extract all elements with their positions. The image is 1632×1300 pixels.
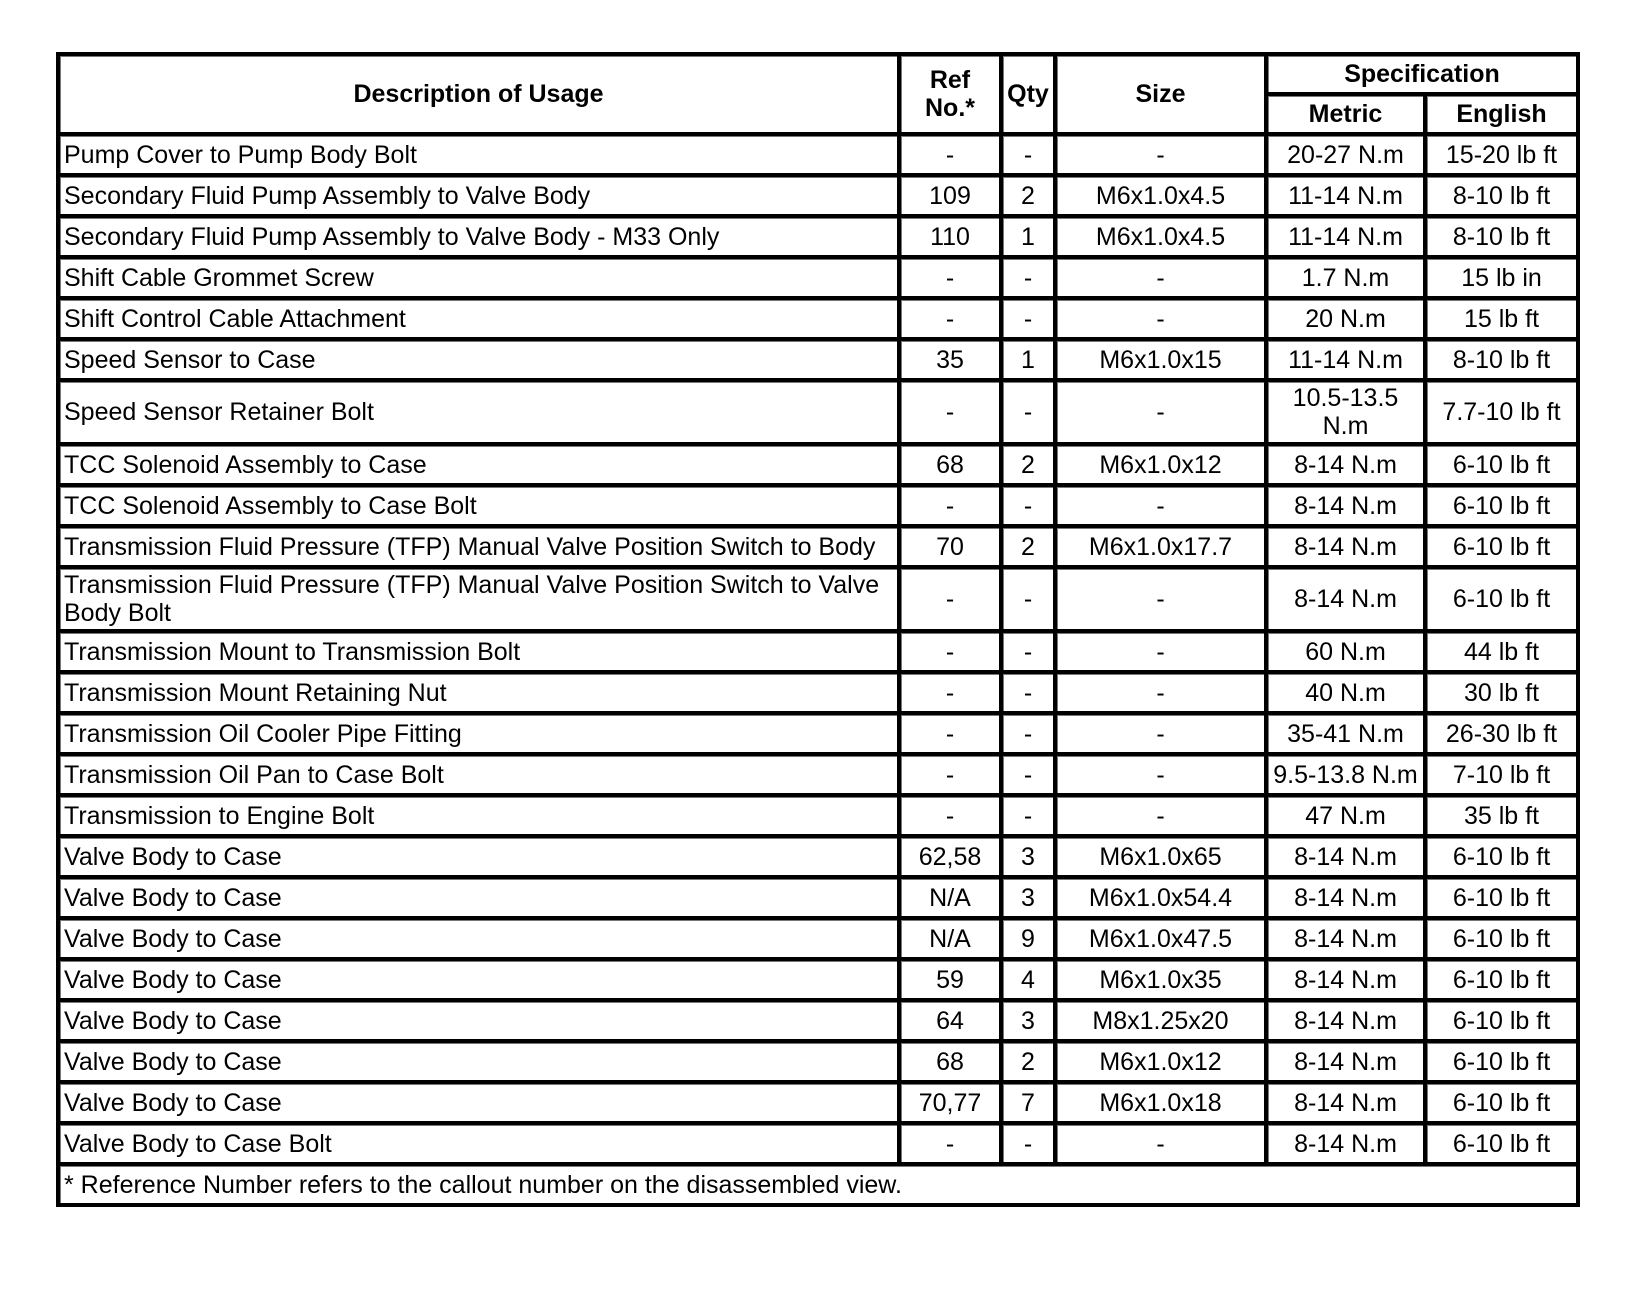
table-row bbox=[60, 879, 1580, 920]
cell-description: Valve Body to Case bbox=[60, 920, 901, 961]
cell-metric: 10.5-13.5 N.m bbox=[1268, 382, 1427, 446]
cell-ref-no: - bbox=[901, 382, 1003, 446]
cell-qty: 1 bbox=[1003, 341, 1057, 382]
header-metric: Metric bbox=[1268, 96, 1427, 136]
cell-qty: 1 bbox=[1003, 218, 1057, 259]
cell-metric: 35-41 N.m bbox=[1268, 715, 1427, 756]
cell-qty: - bbox=[1003, 715, 1057, 756]
cell-qty: - bbox=[1003, 382, 1057, 446]
cell-ref-no: - bbox=[901, 136, 1003, 177]
cell-qty: - bbox=[1003, 569, 1057, 633]
cell-description: Speed Sensor Retainer Bolt bbox=[60, 382, 901, 446]
cell-qty: 7 bbox=[1003, 1084, 1057, 1125]
cell-qty: - bbox=[1003, 300, 1057, 341]
cell-qty: 2 bbox=[1003, 446, 1057, 487]
cell-metric: 8-14 N.m bbox=[1268, 961, 1427, 1002]
cell-description: Speed Sensor to Case bbox=[60, 341, 901, 382]
cell-qty: 3 bbox=[1003, 838, 1057, 879]
cell-description: Transmission Mount to Transmission Bolt bbox=[60, 633, 901, 674]
table-row bbox=[60, 136, 1580, 177]
cell-ref-no: 70,77 bbox=[901, 1084, 1003, 1125]
cell-ref-no: N/A bbox=[901, 920, 1003, 961]
torque-spec-table bbox=[56, 52, 1580, 1207]
cell-metric: 9.5-13.8 N.m bbox=[1268, 756, 1427, 797]
cell-description: Valve Body to Case bbox=[60, 879, 901, 920]
table-row bbox=[60, 633, 1580, 674]
table-row bbox=[60, 1084, 1580, 1125]
cell-english: 7.7-10 lb ft bbox=[1427, 382, 1580, 446]
cell-description: Transmission Oil Pan to Case Bolt bbox=[60, 756, 901, 797]
cell-ref-no: - bbox=[901, 300, 1003, 341]
cell-description: Valve Body to Case bbox=[60, 961, 901, 1002]
cell-english: 7-10 lb ft bbox=[1427, 756, 1580, 797]
cell-description: Transmission Oil Cooler Pipe Fitting bbox=[60, 715, 901, 756]
cell-ref-no: 68 bbox=[901, 446, 1003, 487]
cell-size: M6x1.0x18 bbox=[1057, 1084, 1268, 1125]
cell-ref-no: - bbox=[901, 797, 1003, 838]
table-row bbox=[60, 1002, 1580, 1043]
cell-english: 6-10 lb ft bbox=[1427, 961, 1580, 1002]
cell-size: M6x1.0x17.7 bbox=[1057, 528, 1268, 569]
cell-metric: 8-14 N.m bbox=[1268, 569, 1427, 633]
cell-metric: 8-14 N.m bbox=[1268, 1084, 1427, 1125]
table-row bbox=[60, 838, 1580, 879]
table-row bbox=[60, 300, 1580, 341]
table-row bbox=[60, 487, 1580, 528]
header-english: English bbox=[1427, 96, 1580, 136]
cell-ref-no: - bbox=[901, 756, 1003, 797]
cell-ref-no: 62,58 bbox=[901, 838, 1003, 879]
table-row bbox=[60, 446, 1580, 487]
table-row bbox=[60, 756, 1580, 797]
cell-size: - bbox=[1057, 674, 1268, 715]
cell-qty: 9 bbox=[1003, 920, 1057, 961]
cell-description: Shift Control Cable Attachment bbox=[60, 300, 901, 341]
cell-english: 15 lb in bbox=[1427, 259, 1580, 300]
cell-size: - bbox=[1057, 136, 1268, 177]
cell-qty: - bbox=[1003, 797, 1057, 838]
cell-qty: - bbox=[1003, 487, 1057, 528]
cell-ref-no: - bbox=[901, 1125, 1003, 1166]
cell-english: 8-10 lb ft bbox=[1427, 218, 1580, 259]
header-description: Description of Usage bbox=[60, 56, 901, 136]
cell-english: 6-10 lb ft bbox=[1427, 1043, 1580, 1084]
cell-size: M6x1.0x4.5 bbox=[1057, 177, 1268, 218]
cell-description: Valve Body to Case Bolt bbox=[60, 1125, 901, 1166]
cell-english: 35 lb ft bbox=[1427, 797, 1580, 838]
cell-qty: 2 bbox=[1003, 528, 1057, 569]
cell-english: 6-10 lb ft bbox=[1427, 569, 1580, 633]
cell-metric: 60 N.m bbox=[1268, 633, 1427, 674]
cell-metric: 8-14 N.m bbox=[1268, 1125, 1427, 1166]
table-body bbox=[60, 136, 1580, 1166]
cell-metric: 8-14 N.m bbox=[1268, 838, 1427, 879]
cell-english: 6-10 lb ft bbox=[1427, 528, 1580, 569]
cell-ref-no: N/A bbox=[901, 879, 1003, 920]
cell-size: - bbox=[1057, 797, 1268, 838]
table-row bbox=[60, 961, 1580, 1002]
cell-size: - bbox=[1057, 300, 1268, 341]
header-ref-no: Ref No.* bbox=[901, 56, 1003, 136]
cell-english: 8-10 lb ft bbox=[1427, 341, 1580, 382]
cell-ref-no: - bbox=[901, 633, 1003, 674]
table-row bbox=[60, 715, 1580, 756]
cell-ref-no: - bbox=[901, 715, 1003, 756]
table-row bbox=[60, 528, 1580, 569]
cell-ref-no: 59 bbox=[901, 961, 1003, 1002]
cell-english: 6-10 lb ft bbox=[1427, 920, 1580, 961]
cell-ref-no: 64 bbox=[901, 1002, 1003, 1043]
cell-metric: 8-14 N.m bbox=[1268, 1002, 1427, 1043]
cell-english: 26-30 lb ft bbox=[1427, 715, 1580, 756]
cell-description: Transmission Fluid Pressure (TFP) Manual Valve Position Switch to Valve Body Bolt bbox=[60, 569, 901, 633]
cell-size: M6x1.0x15 bbox=[1057, 341, 1268, 382]
header-qty: Qty bbox=[1003, 56, 1057, 136]
cell-ref-no: - bbox=[901, 674, 1003, 715]
cell-qty: - bbox=[1003, 633, 1057, 674]
table-row bbox=[60, 218, 1580, 259]
cell-metric: 11-14 N.m bbox=[1268, 177, 1427, 218]
cell-qty: - bbox=[1003, 259, 1057, 300]
cell-ref-no: - bbox=[901, 487, 1003, 528]
header-specification: Specification bbox=[1268, 56, 1580, 96]
table-header bbox=[60, 56, 1580, 136]
cell-qty: - bbox=[1003, 674, 1057, 715]
cell-description: TCC Solenoid Assembly to Case Bolt bbox=[60, 487, 901, 528]
table-row bbox=[60, 920, 1580, 961]
cell-metric: 20 N.m bbox=[1268, 300, 1427, 341]
cell-size: M6x1.0x35 bbox=[1057, 961, 1268, 1002]
cell-size: M8x1.25x20 bbox=[1057, 1002, 1268, 1043]
cell-ref-no: - bbox=[901, 569, 1003, 633]
cell-size: M6x1.0x4.5 bbox=[1057, 218, 1268, 259]
cell-metric: 11-14 N.m bbox=[1268, 218, 1427, 259]
cell-english: 6-10 lb ft bbox=[1427, 446, 1580, 487]
cell-qty: 3 bbox=[1003, 1002, 1057, 1043]
cell-description: TCC Solenoid Assembly to Case bbox=[60, 446, 901, 487]
cell-size: M6x1.0x12 bbox=[1057, 446, 1268, 487]
table-row bbox=[60, 341, 1580, 382]
cell-size: - bbox=[1057, 487, 1268, 528]
cell-metric: 47 N.m bbox=[1268, 797, 1427, 838]
cell-ref-no: 109 bbox=[901, 177, 1003, 218]
cell-english: 6-10 lb ft bbox=[1427, 879, 1580, 920]
cell-ref-no: 110 bbox=[901, 218, 1003, 259]
cell-ref-no: 70 bbox=[901, 528, 1003, 569]
cell-size: M6x1.0x65 bbox=[1057, 838, 1268, 879]
cell-english: 15-20 lb ft bbox=[1427, 136, 1580, 177]
cell-description: Transmission to Engine Bolt bbox=[60, 797, 901, 838]
cell-qty: 2 bbox=[1003, 177, 1057, 218]
cell-qty: 3 bbox=[1003, 879, 1057, 920]
cell-description: Valve Body to Case bbox=[60, 1084, 901, 1125]
cell-description: Valve Body to Case bbox=[60, 1043, 901, 1084]
cell-metric: 40 N.m bbox=[1268, 674, 1427, 715]
table-row bbox=[60, 382, 1580, 446]
cell-english: 8-10 lb ft bbox=[1427, 177, 1580, 218]
cell-english: 15 lb ft bbox=[1427, 300, 1580, 341]
cell-size: - bbox=[1057, 715, 1268, 756]
cell-description: Transmission Fluid Pressure (TFP) Manual Valve Position Switch to Body bbox=[60, 528, 901, 569]
cell-qty: - bbox=[1003, 1125, 1057, 1166]
cell-ref-no: 35 bbox=[901, 341, 1003, 382]
cell-metric: 8-14 N.m bbox=[1268, 487, 1427, 528]
cell-qty: - bbox=[1003, 756, 1057, 797]
cell-description: Pump Cover to Pump Body Bolt bbox=[60, 136, 901, 177]
cell-ref-no: 68 bbox=[901, 1043, 1003, 1084]
table-row bbox=[60, 259, 1580, 300]
cell-description: Secondary Fluid Pump Assembly to Valve Body - M33 Only bbox=[60, 218, 901, 259]
table-row bbox=[60, 1125, 1580, 1166]
cell-metric: 8-14 N.m bbox=[1268, 446, 1427, 487]
table-row bbox=[60, 1043, 1580, 1084]
cell-english: 30 lb ft bbox=[1427, 674, 1580, 715]
cell-size: M6x1.0x47.5 bbox=[1057, 920, 1268, 961]
cell-metric: 20-27 N.m bbox=[1268, 136, 1427, 177]
header-size: Size bbox=[1057, 56, 1268, 136]
cell-metric: 11-14 N.m bbox=[1268, 341, 1427, 382]
cell-english: 6-10 lb ft bbox=[1427, 487, 1580, 528]
cell-description: Transmission Mount Retaining Nut bbox=[60, 674, 901, 715]
cell-size: - bbox=[1057, 382, 1268, 446]
cell-description: Secondary Fluid Pump Assembly to Valve Body bbox=[60, 177, 901, 218]
cell-size: - bbox=[1057, 259, 1268, 300]
table-row bbox=[60, 674, 1580, 715]
cell-english: 6-10 lb ft bbox=[1427, 1002, 1580, 1043]
cell-metric: 1.7 N.m bbox=[1268, 259, 1427, 300]
table-row bbox=[60, 797, 1580, 838]
cell-qty: - bbox=[1003, 136, 1057, 177]
cell-size: - bbox=[1057, 1125, 1268, 1166]
cell-size: - bbox=[1057, 569, 1268, 633]
cell-description: Valve Body to Case bbox=[60, 1002, 901, 1043]
cell-english: 6-10 lb ft bbox=[1427, 1125, 1580, 1166]
cell-size: M6x1.0x12 bbox=[1057, 1043, 1268, 1084]
cell-english: 44 lb ft bbox=[1427, 633, 1580, 674]
table-row bbox=[60, 569, 1580, 633]
cell-qty: 4 bbox=[1003, 961, 1057, 1002]
footnote: * Reference Number refers to the callout number on the disassembled view. bbox=[60, 1166, 1580, 1207]
cell-metric: 8-14 N.m bbox=[1268, 879, 1427, 920]
cell-description: Valve Body to Case bbox=[60, 838, 901, 879]
cell-size: - bbox=[1057, 633, 1268, 674]
cell-metric: 8-14 N.m bbox=[1268, 528, 1427, 569]
table-row bbox=[60, 177, 1580, 218]
cell-qty: 2 bbox=[1003, 1043, 1057, 1084]
cell-metric: 8-14 N.m bbox=[1268, 920, 1427, 961]
cell-english: 6-10 lb ft bbox=[1427, 1084, 1580, 1125]
cell-ref-no: - bbox=[901, 259, 1003, 300]
cell-english: 6-10 lb ft bbox=[1427, 838, 1580, 879]
cell-metric: 8-14 N.m bbox=[1268, 1043, 1427, 1084]
cell-size: - bbox=[1057, 756, 1268, 797]
cell-description: Shift Cable Grommet Screw bbox=[60, 259, 901, 300]
cell-size: M6x1.0x54.4 bbox=[1057, 879, 1268, 920]
